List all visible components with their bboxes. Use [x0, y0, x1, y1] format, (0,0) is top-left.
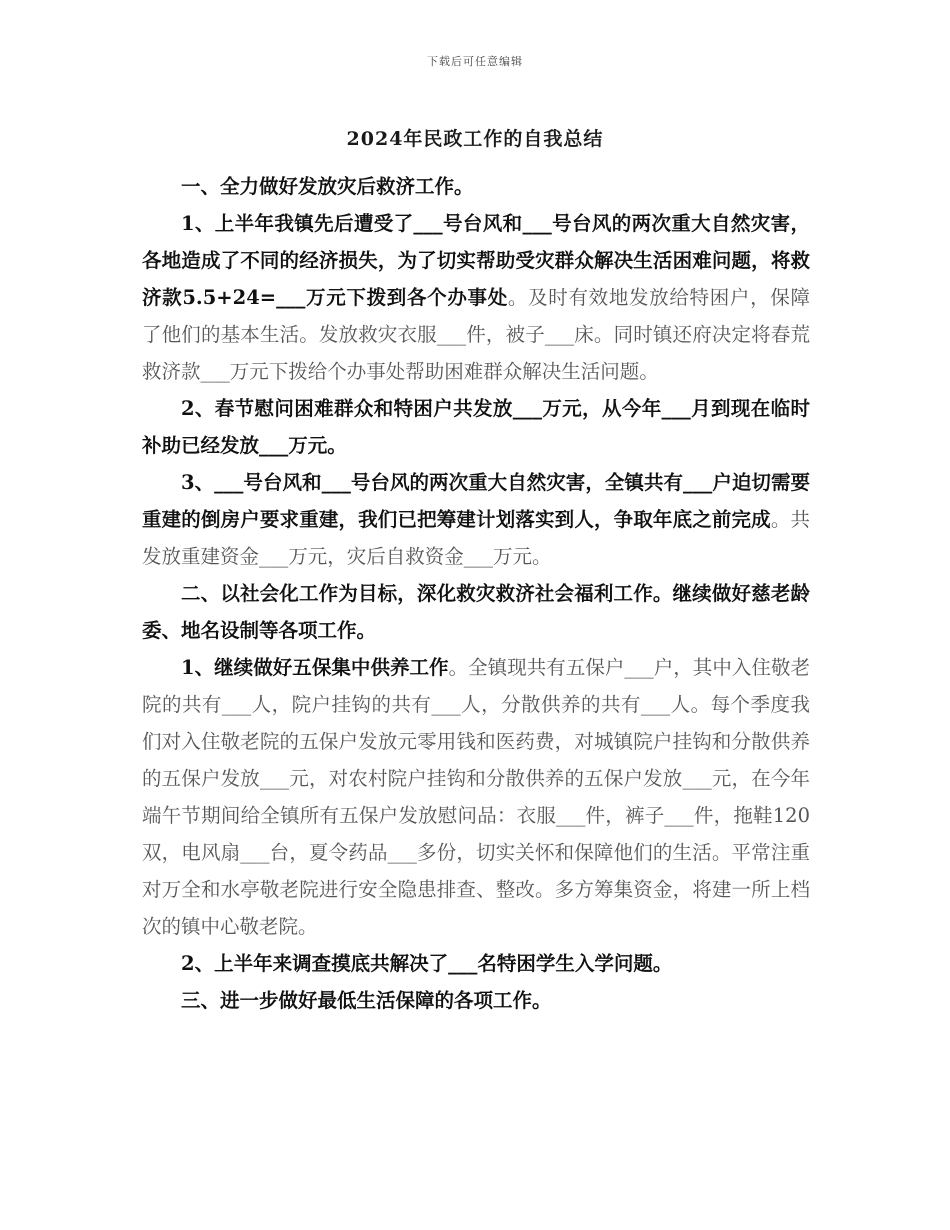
- paragraph-bold-text: 二、以社会化工作为目标，深化救灾救济社会福利工作。继续做好慈老龄委、地名设制等各项工作。: [142, 582, 810, 642]
- paragraph-bold-text: 2、春节慰问困难群众和特困户共发放___万元，从今年___月到现在临时补助已经发放___万元。: [142, 397, 810, 457]
- paragraph-spring-festival-aid: [142, 390, 810, 464]
- header-note: 下载后可任意编辑: [427, 55, 523, 68]
- paragraph-house-rebuilding: [142, 464, 810, 575]
- paragraph-regular-text: 。全镇现共有五保户___户，其中入住敬老院的共有___人，院户挂钩的共有___人，分散供养的共有___人。每个季度我们对入住敬老院的五保户发放元零用钱和医药费，对城镇院户挂钩和分散供养的五保户发放___元，对农村院户挂钩和分散供养的五保户发放___元，在今年端午节期间给全镇所有五保户发放慰问品：衣服___件，裤子___件，拖鞋120双，电风扇___台，夏令药品___多份，切实关怀和保障他们的生活。平常注重对万全和水亭敬老院进行安全隐患排查、整改。多方筹集资金，将建一所上档次的镇中心敬老院。: [142, 656, 810, 938]
- paragraph-student-enrollment: [142, 945, 810, 982]
- paragraph-regular-text: 。及时有效地发放给特困户，保障了他们的基本生活。发放救灾衣服___件，被子___床。同时镇还府决定将春荒救济款___万元下拨给个办事处帮助困难群众解决生活问题。: [142, 286, 810, 383]
- section-3-heading: [142, 982, 810, 1019]
- section-1-heading: [142, 168, 810, 205]
- paragraph-bold-text: 2、上半年来调查摸底共解决了___名特困学生入学问题。: [181, 952, 673, 975]
- paragraph-bold-text: 一、全力做好发放灾后救济工作。: [181, 175, 474, 198]
- document-body: [142, 168, 810, 1019]
- paragraph-disaster-relief-funds: [142, 205, 810, 390]
- paragraph-regular-text: 。共发放重建资金___万元，灾后自救资金___万元。: [142, 508, 810, 568]
- paragraph-bold-text: 1、继续做好五保集中供养工作: [181, 656, 449, 679]
- document-title: 2024年民政工作的自我总结: [346, 128, 604, 150]
- paragraph-bold-text: 三、进一步做好最低生活保障的各项工作。: [181, 989, 552, 1012]
- paragraph-bold-text: 3、___号台风和___号台风的两次重大自然灾害，全镇共有___户迫切需要重建的倒房户要求重建，我们已把筹建计划落实到人，争取年底之前完成: [142, 471, 810, 531]
- section-2-heading: [142, 575, 810, 649]
- paragraph-five-guarantees-support: [142, 649, 810, 945]
- paragraph-bold-text: 1、上半年我镇先后遭受了___号台风和___号台风的两次重大自然灾害，各地造成了不同的经济损失，为了切实帮助受灾群众解决生活困难问题，将救济款5.5+24=___万元下拨到各个办事处: [142, 212, 810, 309]
